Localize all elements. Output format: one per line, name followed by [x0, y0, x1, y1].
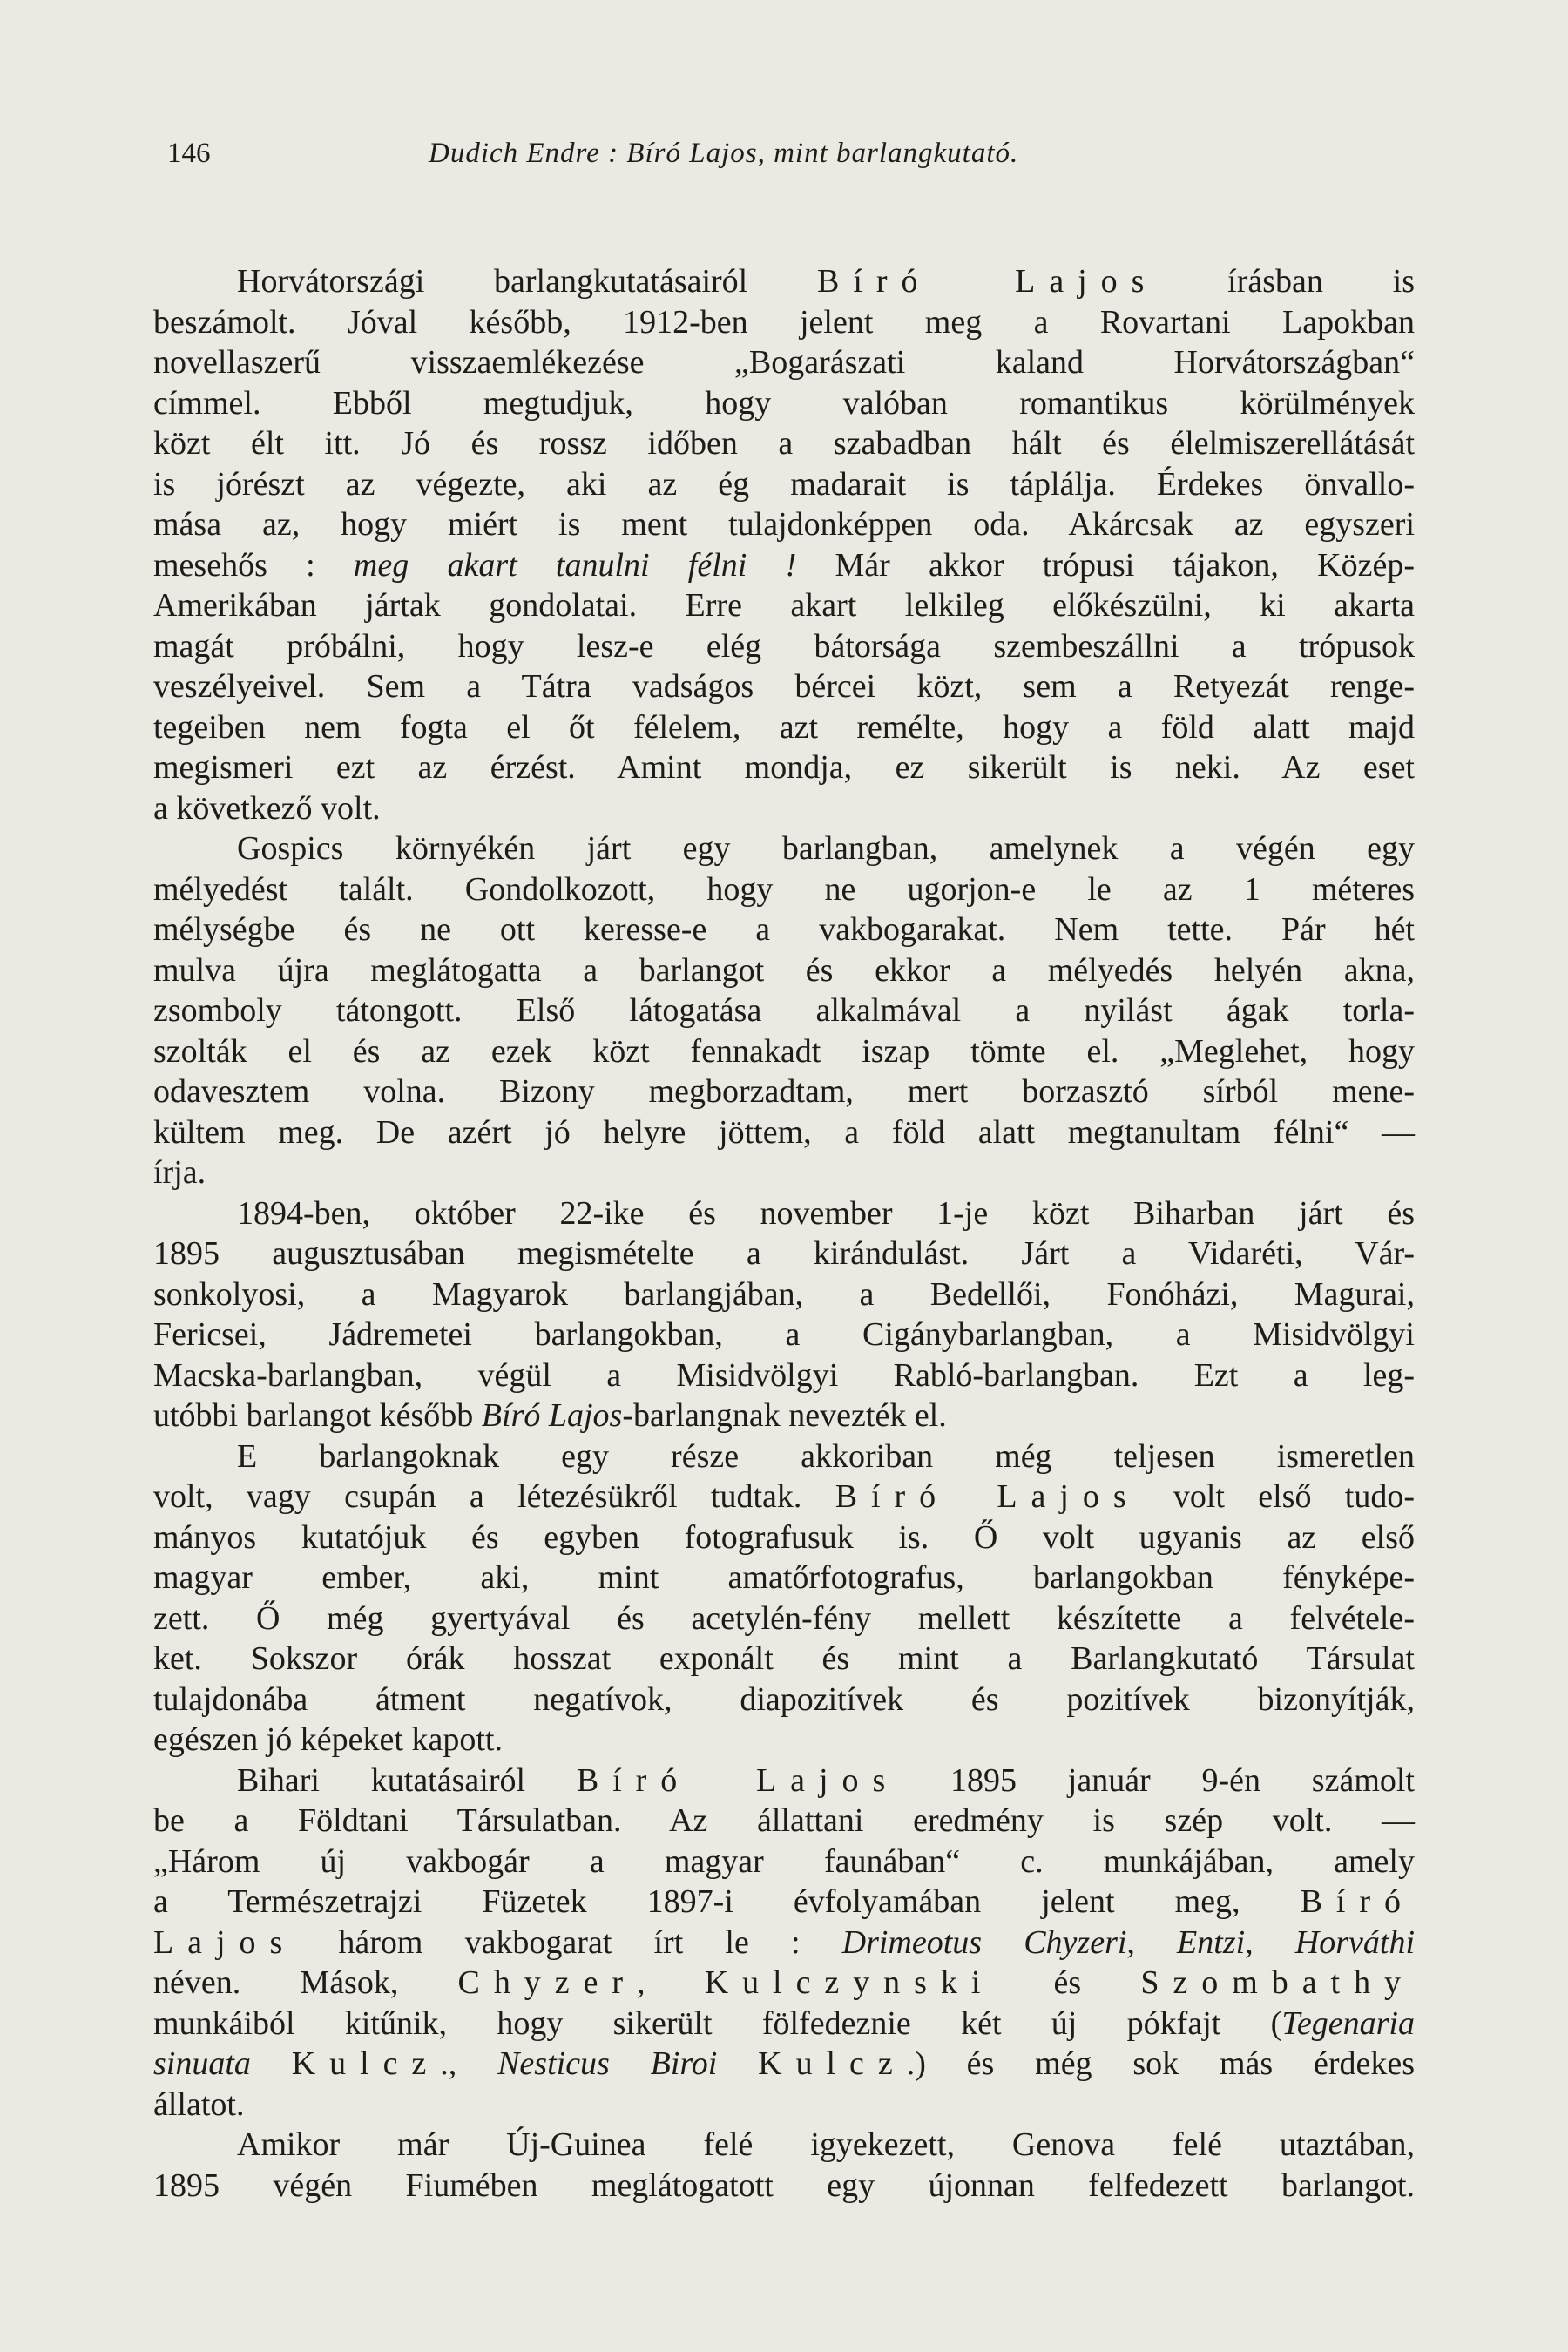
spaced-name: Kulczynski	[704, 1964, 995, 2001]
text-line	[153, 1517, 1415, 1558]
text-segment: beszámolt. Jóval később, 1912-ben jelent meg a Rovartani Lapokban	[153, 303, 1415, 341]
text-line	[153, 1193, 1415, 1234]
text-segment: zett. Ő még gyertyával és acetylén-fény mellett készítette a felvétele-	[153, 1599, 1415, 1637]
text-segment: 1895 végén Fiumében meglátogatott egy újonnan felfedezett barlangot.	[153, 2166, 1415, 2204]
text-segment: ket. Sokszor órák hosszat exponált és mint a Barlangkutató Társulat	[153, 1640, 1415, 1677]
text-segment: mányos kutatójuk és egyben fotografusuk is. Ő volt ugyanis az első	[153, 1518, 1415, 1556]
text-line	[153, 950, 1415, 991]
text-line	[153, 1720, 1415, 1761]
text-segment: közt élt itt. Jó és rossz időben a szabadban hált és élelmiszerellátását	[153, 425, 1415, 462]
text-line	[153, 1963, 1415, 2004]
page-header	[167, 138, 1422, 176]
text-line	[153, 1152, 1415, 1193]
text-line	[153, 1112, 1415, 1153]
text-segment: mélységbe és ne ott keresse-e a vakbogarakat. Nem tette. Pár hét	[153, 911, 1415, 948]
text-segment: volt, vagy csupán a létezésükről tudtak.	[153, 1478, 835, 1515]
text-segment: utóbbi barlangot később	[153, 1397, 482, 1434]
text-line	[153, 1436, 1415, 1477]
text-line	[153, 1355, 1415, 1396]
text-segment: ,	[637, 1964, 705, 2001]
text-segment: be a Földtani Társulatban. Az állattani eredmény is szép volt. —	[153, 1802, 1415, 1839]
text-segment: magát próbálni, hogy lesz-e elég bátorsága szembeszállni a trópusok	[153, 627, 1415, 665]
text-line	[153, 1233, 1415, 1274]
italic-text: Tegenaria	[1281, 2004, 1415, 2042]
text-segment: kültem meg. De azért jó helyre jöttem, a föld alatt megtanultam félni“ —	[153, 1113, 1415, 1151]
spaced-name: Bíró Lajos	[835, 1478, 1140, 1515]
text-line	[153, 828, 1415, 869]
text-line	[153, 302, 1415, 343]
text-line	[153, 747, 1415, 788]
text-segment: írásban is	[1158, 263, 1415, 300]
text-line	[153, 261, 1415, 302]
text-line	[153, 707, 1415, 748]
text-line	[153, 1274, 1415, 1315]
text-segment: mesehős :	[153, 546, 354, 584]
italic-text: Bíró Lajos	[481, 1397, 623, 1434]
text-line	[153, 1071, 1415, 1112]
text-segment: szolták el és az ezek közt fennakadt iszap tömte el. „Meglehet, hogy	[153, 1032, 1415, 1070]
text-line	[153, 1315, 1415, 1355]
text-line	[153, 1598, 1415, 1639]
italic-text: sinuata	[153, 2045, 251, 2082]
text-segment: Már akkor trópusi tájakon, Közép-	[796, 546, 1415, 584]
text-line	[153, 788, 1415, 829]
text-line	[153, 990, 1415, 1031]
spaced-name: Kulcz	[291, 2045, 441, 2082]
text-segment: mélyedést talált. Gondolkozott, hogy ne ugorjon-e le az 1 méteres	[153, 870, 1415, 908]
text-line	[153, 1882, 1415, 1923]
text-segment: 1895 január 9-én számolt	[899, 1761, 1415, 1799]
text-segment: megismeri ezt az érzést. Amint mondja, ez sikerült is neki. Az eset	[153, 749, 1415, 786]
text-segment: a következő volt.	[153, 789, 381, 827]
text-line	[153, 2044, 1415, 2085]
text-segment: egészen jó képeket kapott.	[153, 1721, 503, 1758]
text-segment: Horvátországi barlangkutatásairól	[237, 263, 818, 300]
text-segment: is jórészt az végezte, aki az ég madarait is táplálja. Érdekes önvallo-	[153, 465, 1415, 503]
text-segment: mása az, hogy miért is ment tulajdonképpen oda. Akárcsak az egyszeri	[153, 506, 1415, 543]
text-line	[153, 1031, 1415, 1072]
text-segment: és	[994, 1964, 1141, 2001]
text-segment: Gospics környékén járt egy barlangban, amelynek a végén egy	[237, 830, 1415, 867]
text-segment: odavesztem volna. Bizony megborzadtam, mert borzasztó sírból mene-	[153, 1073, 1415, 1110]
text-segment: Macska-barlangban, végül a Misidvölgyi Rabló-barlangban. Ezt a leg-	[153, 1356, 1415, 1394]
text-segment: 1895 augusztusában megismételte a kirándulást. Járt a Vidaréti, Vár-	[153, 1235, 1415, 1272]
body-text	[153, 261, 1415, 2206]
text-segment: mulva újra meglátogatta a barlangot és ekkor a mélyedés helyén akna,	[153, 951, 1415, 989]
spaced-name: Bíró Lajos	[576, 1761, 900, 1799]
text-segment: Amikor már Új-Guinea felé igyekezett, Genova felé utaztában,	[237, 2126, 1415, 2163]
italic-text: Drimeotus Chyzeri, Entzi, Horváthi	[841, 1923, 1416, 1961]
text-segment: .,	[440, 2045, 498, 2082]
text-segment: magyar ember, aki, mint amatőrfotografus, barlangokban fényképe-	[153, 1559, 1415, 1596]
text-line	[153, 585, 1415, 626]
text-line	[153, 626, 1415, 667]
spaced-name: Bíró Lajos	[817, 263, 1159, 300]
text-segment: címmel. Ebből megtudjuk, hogy valóban romantikus körülmények	[153, 384, 1415, 422]
text-line	[153, 2166, 1415, 2207]
text-line	[153, 869, 1415, 910]
spaced-name: Szombathy	[1140, 1964, 1415, 2001]
text-line	[153, 2125, 1415, 2166]
spaced-name: Chyzer	[457, 1964, 638, 2001]
text-line	[153, 545, 1415, 586]
text-line	[153, 1558, 1415, 1598]
text-segment: három vakbogarat írt le :	[296, 1923, 842, 1961]
text-segment: volt első tudo-	[1139, 1478, 1415, 1515]
text-segment: a Természetrajzi Füzetek 1897-i évfolyamában jelent meg,	[153, 1883, 1301, 1920]
text-segment: zsomboly tátongott. Első látogatása alkalmával a nyilást ágak torla-	[153, 992, 1415, 1029]
spaced-name: Lajos	[153, 1923, 297, 1961]
text-line	[153, 1842, 1415, 1882]
text-segment: „Három új vakbogár a magyar faunában“ c. munkájában, amely	[153, 1842, 1415, 1880]
text-line	[153, 1639, 1415, 1680]
italic-text: meg akart tanulni félni !	[353, 546, 797, 584]
text-segment: veszélyeivel. Sem a Tátra vadságos bércei közt, sem a Retyezát renge-	[153, 668, 1415, 705]
text-segment: néven. Mások,	[153, 1964, 458, 2001]
running-title: Dudich Endre : Bíró Lajos, mint barlangkutató.	[429, 138, 1019, 169]
page-number: 146	[167, 138, 211, 169]
text-segment: Amerikában jártak gondolatai. Erre akart lelkileg előkészülni, ki akarta	[153, 587, 1415, 624]
text-line	[153, 2085, 1415, 2126]
text-line	[153, 464, 1415, 505]
text-line	[153, 666, 1415, 707]
text-segment: E barlangoknak egy része akkoriban még teljesen ismeretlen	[237, 1437, 1415, 1475]
italic-text: Nesticus Biroi	[497, 2045, 718, 2082]
text-segment: állatot.	[153, 2085, 245, 2123]
spaced-name: Kulcz	[758, 2045, 907, 2082]
text-segment: tegeiben nem fogta el őt félelem, azt remélte, hogy a föld alatt majd	[153, 708, 1415, 746]
text-segment: -barlangnak nevezték el.	[622, 1397, 947, 1434]
text-line	[153, 1801, 1415, 1842]
text-segment: sonkolyosi, a Magyarok barlangjában, a Bedellői, Fonóházi, Magurai,	[153, 1275, 1415, 1313]
text-line	[153, 423, 1415, 464]
text-line	[153, 1680, 1415, 1720]
text-line	[153, 1396, 1415, 1436]
text-segment	[717, 2045, 758, 2082]
text-line	[153, 2004, 1415, 2044]
text-line	[153, 1761, 1415, 1801]
text-line	[153, 504, 1415, 545]
text-segment	[251, 2045, 292, 2082]
text-segment: írja.	[153, 1154, 206, 1191]
text-segment: Fericsei, Jádremetei barlangokban, a Cigánybarlangban, a Misidvölgyi	[153, 1316, 1415, 1353]
text-segment: .) és még sok más érdekes	[906, 2045, 1416, 2082]
text-line	[153, 1923, 1415, 1963]
text-segment: Bihari kutatásairól	[237, 1761, 577, 1799]
text-line	[153, 342, 1415, 383]
text-segment: munkáiból kitűnik, hogy sikerült fölfedeznie két új pókfajt (	[153, 2004, 1282, 2042]
text-line	[153, 909, 1415, 950]
text-line	[153, 383, 1415, 424]
text-segment: tulajdonába átment negatívok, diapozitívek és pozitívek bizonyítják,	[153, 1680, 1415, 1718]
spaced-name: Bíró	[1300, 1883, 1415, 1920]
text-line	[153, 1477, 1415, 1517]
text-segment: 1894-ben, október 22-ike és november 1-je közt Biharban járt és	[237, 1194, 1415, 1232]
text-segment: novellaszerű visszaemlékezése „Bogarászati kaland Horvátországban“	[153, 344, 1415, 381]
